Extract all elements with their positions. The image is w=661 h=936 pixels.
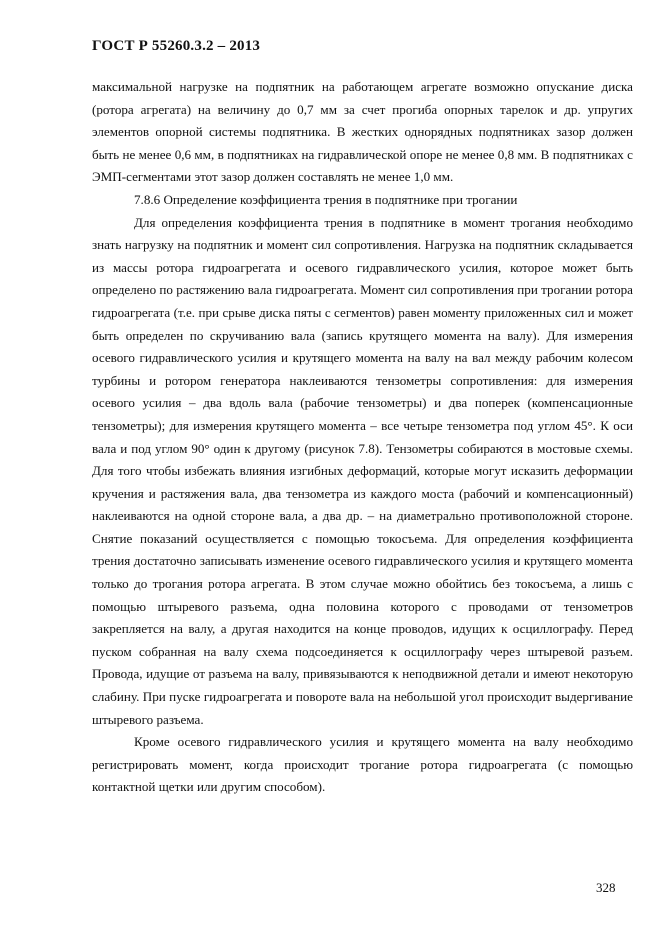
paragraph-registration: Кроме осевого гидравлического усилия и крутящего момента на валу необходимо регистрировать момент, когда происходит трогание ротора гидроагрегата (с помощью контактной щетки или другим способом). (92, 734, 633, 795)
section-heading: 7.8.6 Определение коэффициента трения в подпятнике при трогании (134, 191, 518, 207)
document-header: ГОСТ Р 55260.3.2 – 2013 (92, 38, 261, 54)
paragraph-friction-method: Для определения коэффициента трения в подпятнике в момент трогания необходимо знать нагрузку на подпятник и момент сил сопротивления. Нагрузка на подпятник складывается из массы ротора гидроагрегата и осевого гидравлического усилия, которое может быть определено по растяжению вала гидроагрегата. Момент сил сопротивления при трогании ротора гидроагрегата (т.е. при срыве диска пяты с сегментов) равен моменту приложенных сил и может быть определен по скручиванию вала (запись крутящего момента на валу). Для измерения осевого гидравлического усилия и крутящего момента на валу на вал между рабочим колесом турбины и ротором генератора наклеиваются тензометры сопротивления: для измерения осевого усилия – два вдоль вала (рабочие тензометры) и два поперек (компенсационные тензометры); для измерения крутящего момента – все четыре тензометра под углом 45°. К оси вала и под углом 90° один к другому (рисунок 7.8). Тензометры собираются в мостовые схемы. Для того чтобы избежать влияния изгибных деформаций, которые могут исказить деформации кручения и растяжения вала, два тензометра из каждого моста (рабочий и компенсационный) наклеиваются на одной стороне вала, а два др. – на диаметрально противоположной стороне. Снятие показаний осуществляется с помощью токосъема. Для определения коэффициента трения достаточно записывать изменение осевого гидравлического усилия и крутящего момента только до трогания ротора агрегата. В этом случае можно обойтись без токосъема, а лишь с помощью штыревого разъема, одна половина которого с проводами от тензометров закрепляется на валу, а другая находится на конце проводов, идущих к осциллографу. Перед пуском собранная на валу схема подсоединяется к осциллографу через штыревой разъем. Провода, идущие от разъема на валу, привязываются к неподвижной детали и имеют некоторую слабину. При пуске гидроагрегата и повороте вала на небольшой угол происходит выдергивание штыревого разъема. (92, 214, 633, 727)
page-number: 328 (596, 880, 616, 895)
document-body (92, 76, 633, 799)
paragraph-continuation: максимальной нагрузке на подпятник на работающем агрегате возможно опускание диска (ротора агрегата) на величину до 0,7 мм за счет прогиба опорных тарелок и др. упругих элементов опорной системы подпятника. В жестких однорядных подпятниках зазор должен быть не менее 0,6 мм, в подпятниках на гидравлической опоре не менее 0,8 мм. В подпятниках с ЭМП-сегментами этот зазор должен составлять не менее 1,0 мм. (92, 79, 633, 185)
